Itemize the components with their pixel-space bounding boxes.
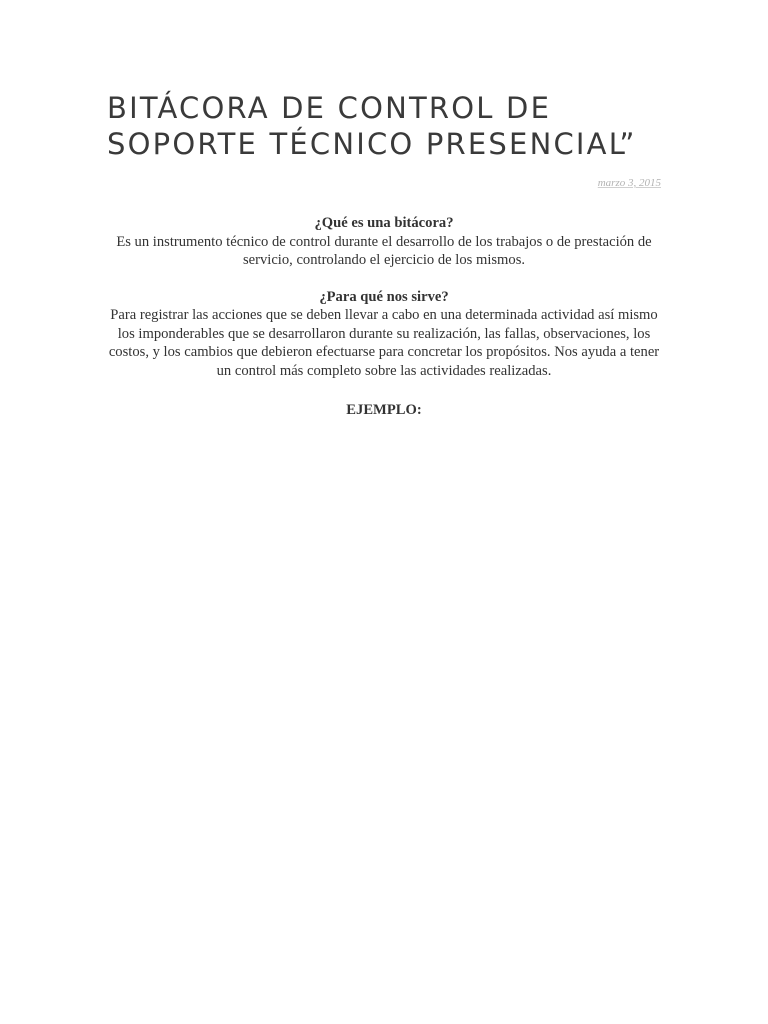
post-body [100, 214, 668, 420]
page-title-line-2: SOPORTE TÉCNICO PRESENCIAL” [107, 127, 637, 161]
example-heading: EJEMPLO: [346, 402, 422, 418]
post-date-link[interactable]: marzo 3, 2015 [597, 177, 661, 189]
section-question: ¿Qué es una bitácora? [314, 215, 454, 231]
section-purpose [100, 288, 668, 381]
section-question: ¿Para qué nos sirve? [319, 288, 449, 305]
page-title [107, 90, 707, 162]
section-answer: Para registrar las acciones que se deben llevar a cabo en una determinada actividad así mismo los imponderables que se desarrollaron durante su realización, las fallas, observaciones, los costos, y los cambios que debieron efectuarse para concretar los propósitos. Nos ayuda a tener un control más completo sobre las actividades realizadas. [108, 307, 660, 379]
section-what-is [100, 214, 668, 270]
page-title-line-1: BITÁCORA DE CONTROL DE [107, 91, 552, 125]
section-answer: Es un instrumento técnico de control durante el desarrollo de los trabajos o de prestación de servicio, controlando el ejercicio de los mismos. [116, 233, 652, 268]
